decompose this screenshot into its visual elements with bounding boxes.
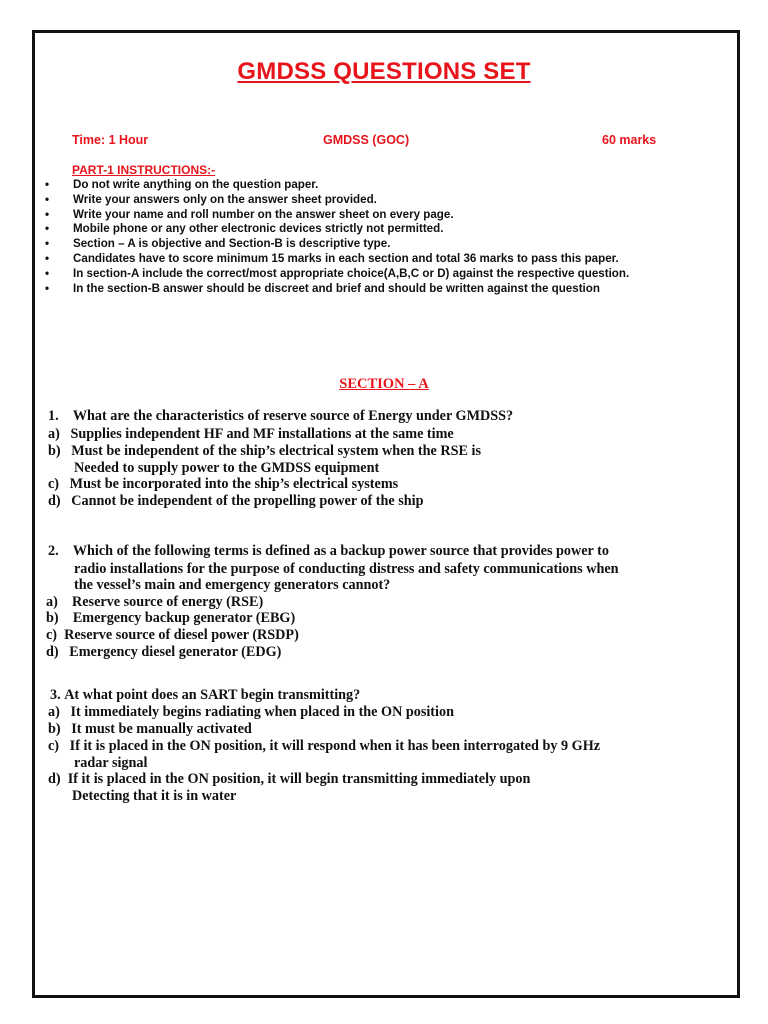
marks-label: 60 marks	[602, 133, 657, 147]
question-number: 3.	[50, 687, 61, 703]
option-continuation: Needed to supply power to the GMDSS equipment	[74, 460, 380, 476]
option-row	[46, 644, 281, 661]
section-a-heading: SECTION – A	[339, 376, 429, 392]
option-continuation: radar signal	[74, 755, 148, 771]
option-row	[48, 426, 454, 443]
option-letter: c)	[48, 476, 60, 492]
question-1	[48, 408, 513, 425]
option-row	[48, 443, 481, 460]
option-text: Must be incorporated into the ship’s electrical systems	[69, 476, 399, 492]
option-letter: d)	[48, 771, 61, 787]
bullet-icon: •	[45, 222, 50, 236]
option-text: Emergency diesel generator (EDG)	[69, 644, 282, 660]
option-text: It must be manually activated	[71, 721, 252, 737]
option-letter: d)	[46, 644, 59, 660]
question-2	[48, 543, 609, 560]
option-text: Cannot be independent of the propelling power of the ship	[71, 493, 424, 509]
option-text: Reserve source of diesel power (RSDP)	[64, 627, 299, 643]
instructions-heading: PART-1 INSTRUCTIONS:-	[72, 163, 216, 177]
option-row	[46, 627, 299, 644]
bullet-icon: •	[45, 266, 50, 280]
page-title: GMDSS QUESTIONS SET	[237, 58, 531, 85]
question-text-line: the vessel’s main and emergency generators cannot?	[74, 577, 391, 593]
question-text-line: radio installations for the purpose of conducting distress and safety communications when	[74, 561, 619, 577]
option-text: Supplies independent HF and MF installations at the same time	[70, 426, 454, 442]
option-text: If it is placed in the ON position, it will begin transmitting immediately upon	[67, 771, 531, 787]
bullet-icon: •	[45, 237, 50, 251]
instruction-item: • Candidates have to score minimum 15 marks in each section and total 36 marks to pass this paper.	[45, 251, 619, 265]
question-3	[50, 687, 360, 704]
instruction-item: • Do not write anything on the question paper.	[45, 178, 319, 191]
option-row	[48, 721, 252, 738]
instruction-item: • Section – A is objective and Section-B is descriptive type.	[45, 237, 391, 251]
question-number: 2.	[48, 543, 59, 559]
option-row	[46, 594, 263, 611]
option-continuation: Detecting that it is in water	[72, 788, 237, 804]
course-label: GMDSS (GOC)	[323, 133, 410, 147]
option-letter: a)	[48, 704, 60, 720]
option-row	[48, 704, 454, 721]
question-text: What are the characteristics of reserve source of Energy under GMDSS?	[72, 408, 514, 424]
bullet-icon: •	[45, 207, 50, 221]
option-letter: b)	[46, 610, 59, 626]
option-letter: c)	[48, 738, 60, 754]
instruction-item: • Write your name and roll number on the answer sheet on every page.	[45, 207, 454, 221]
question-text: At what point does an SART begin transmitting?	[64, 687, 361, 703]
option-text: Emergency backup generator (EBG)	[72, 610, 296, 626]
instruction-item: • In the section-B answer should be discreet and brief and should be written against the question	[45, 281, 600, 295]
instruction-item: • Mobile phone or any other electronic devices strictly not permitted.	[45, 222, 444, 236]
bullet-icon: •	[45, 192, 50, 206]
option-text: If it is placed in the ON position, it will respond when it has been interrogated by 9 GHz	[69, 738, 601, 754]
option-text: Must be independent of the ship’s electrical system when the RSE is	[71, 443, 481, 459]
option-row	[46, 610, 295, 627]
option-row	[48, 771, 530, 788]
option-row	[48, 476, 398, 493]
option-letter: a)	[48, 426, 60, 442]
bullet-icon: •	[45, 251, 50, 265]
question-text: Which of the following terms is defined as a backup power source that provides power to	[72, 543, 609, 559]
option-letter: b)	[48, 721, 61, 737]
instruction-item: • Write your answers only on the answer sheet provided.	[45, 192, 377, 206]
option-row	[48, 738, 600, 755]
instructions-list	[45, 178, 685, 296]
option-text: Reserve source of energy (RSE)	[72, 594, 264, 610]
time-label: Time: 1 Hour	[72, 133, 149, 147]
option-letter: a)	[46, 594, 58, 610]
option-text: It immediately begins radiating when placed in the ON position	[70, 704, 454, 720]
instruction-item: • In section-A include the correct/most appropriate choice(A,B,C or D) against the respective question.	[45, 266, 630, 280]
option-letter: c)	[46, 627, 58, 643]
option-row	[48, 493, 424, 510]
bullet-icon: •	[45, 178, 50, 191]
bullet-icon: •	[45, 281, 50, 295]
option-letter: d)	[48, 493, 61, 509]
option-letter: b)	[48, 443, 61, 459]
question-number: 1.	[48, 408, 59, 424]
